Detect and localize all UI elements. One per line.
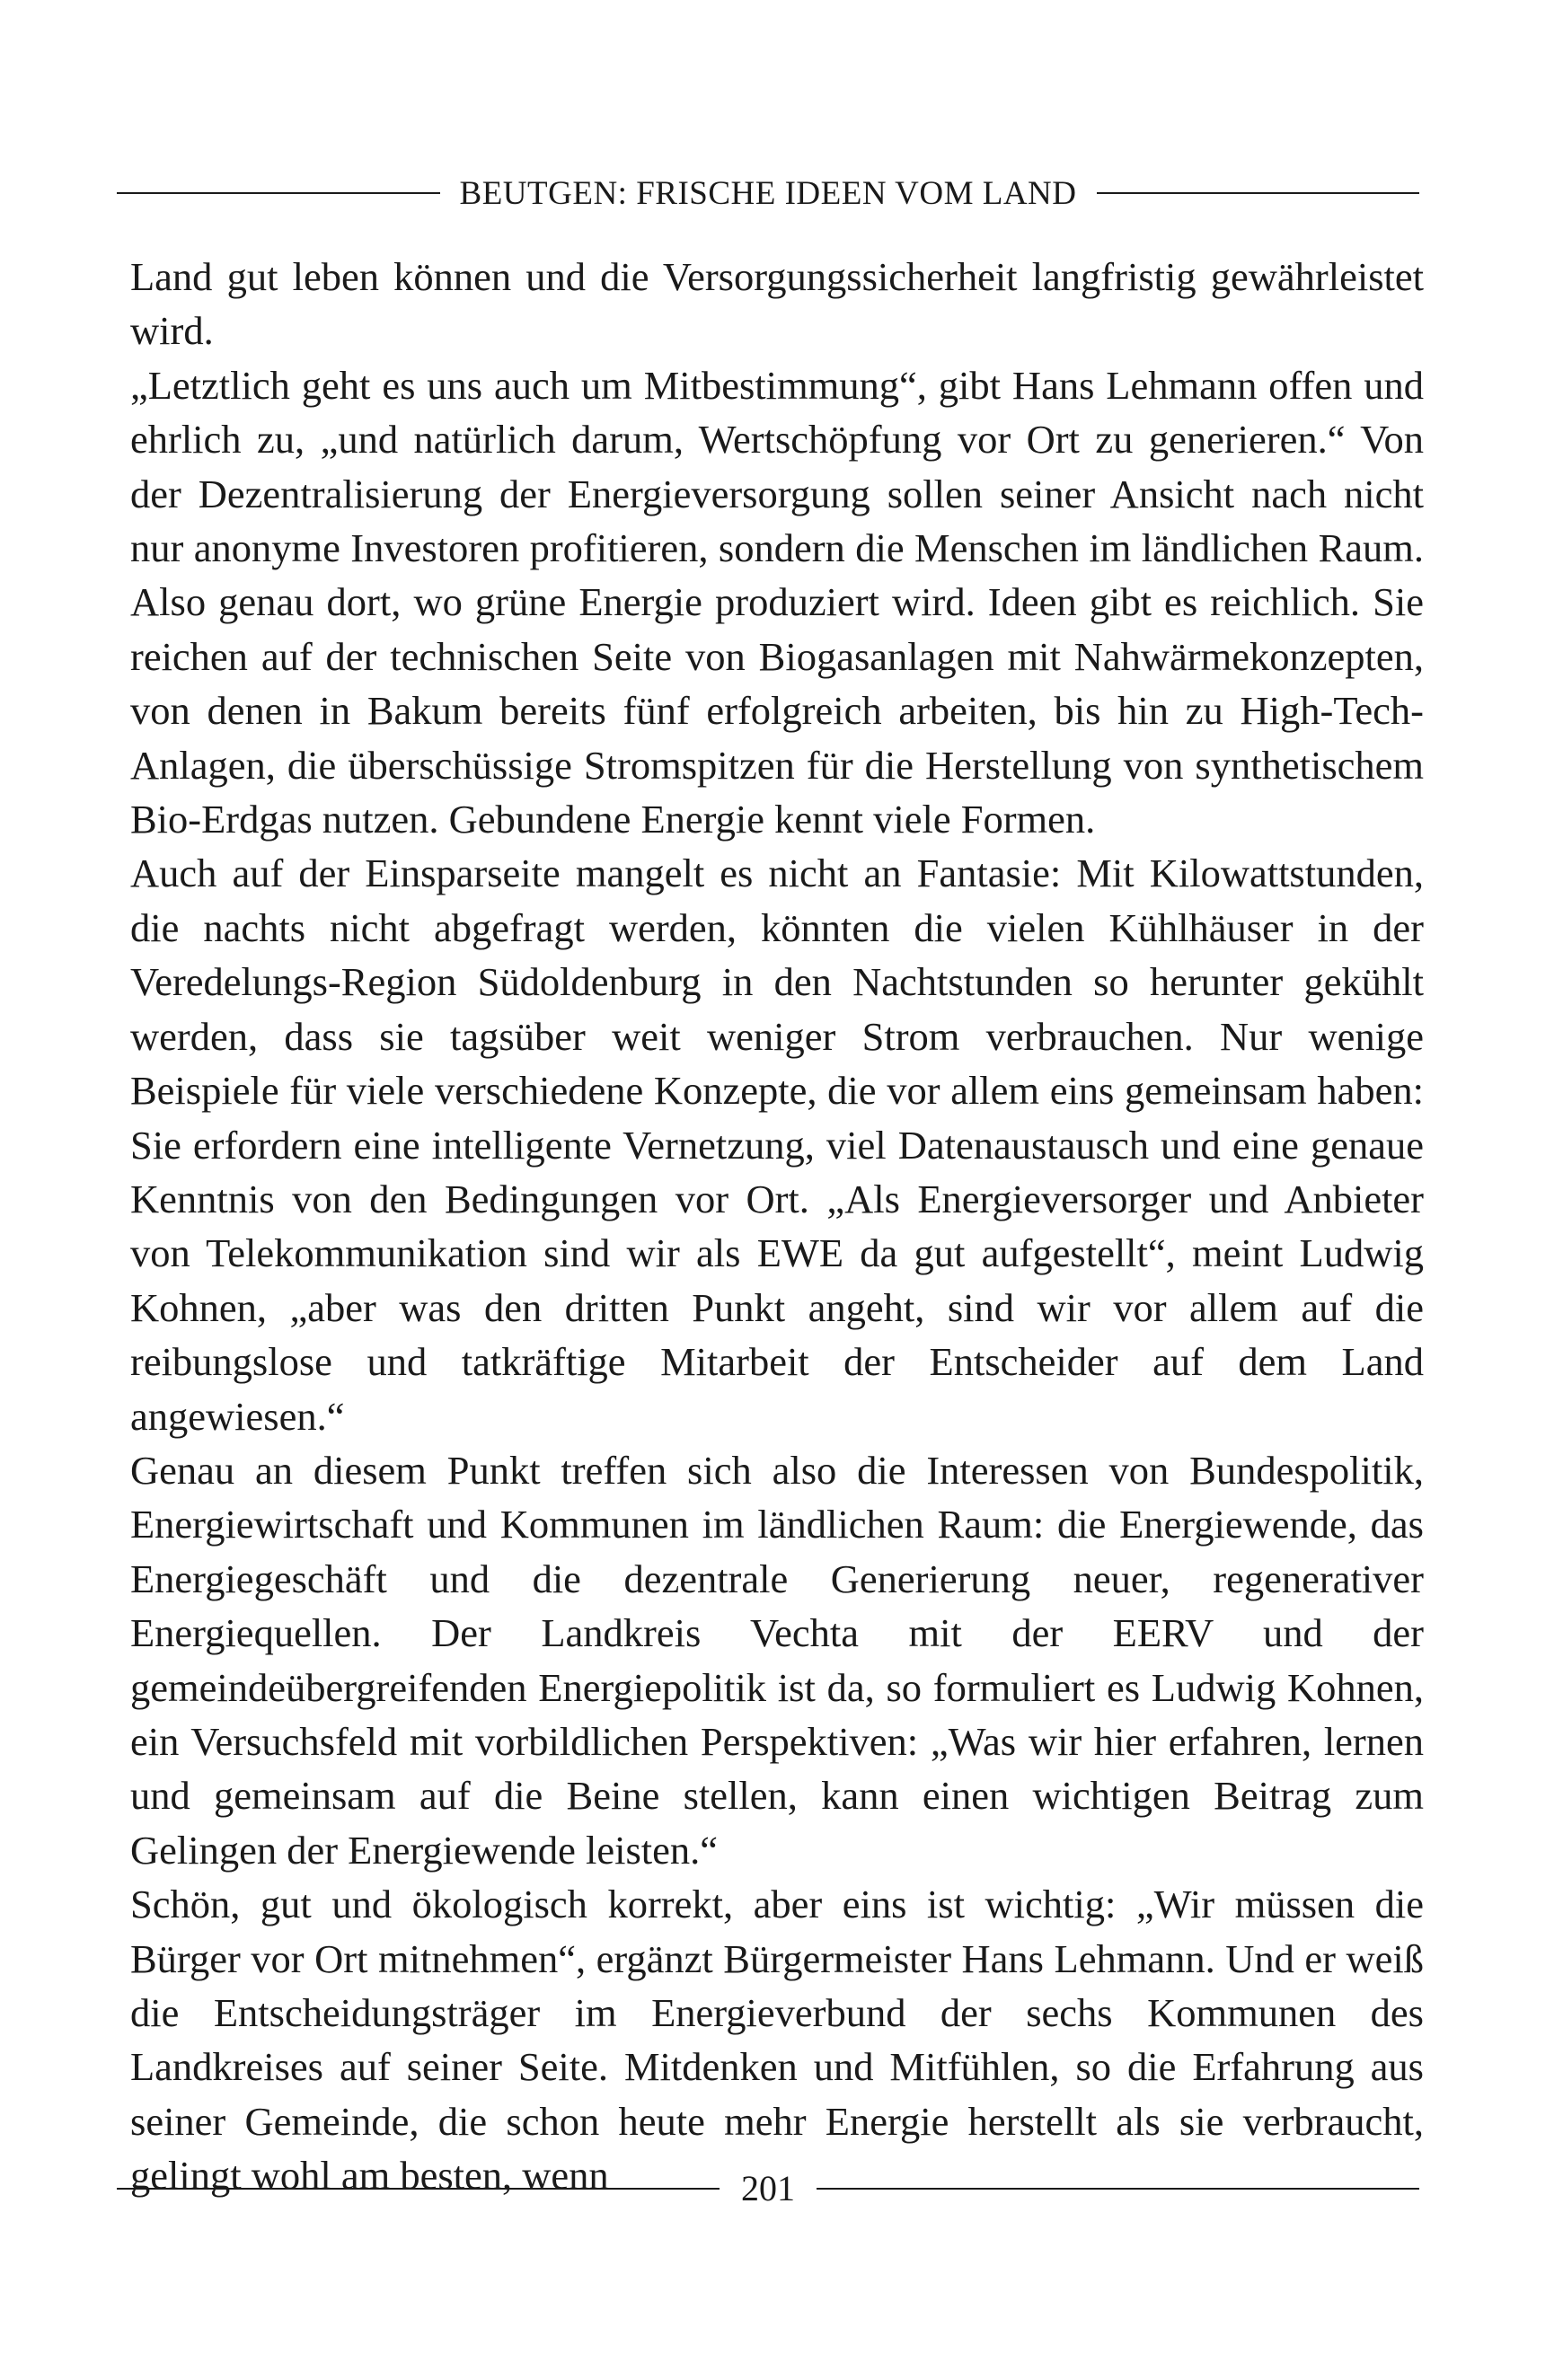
- paragraph: Land gut leben können und die Versorgungssicherheit langfristig gewährleistet wird.: [130, 254, 1424, 354]
- paragraph: „Letztlich geht es uns auch um Mitbestimmung“, gibt Hans Lehmann offen und ehrlich zu, „und natürlich darum, Wertschöpfung vor Ort zu generieren.“ Von der Dezentralisierung der Energieversorgung sollen seiner Ansicht nach nicht nur anonyme Investoren profitieren, sondern die Menschen im ländlichen Raum. Also genau dort, wo grüne Energie produziert wird. Ideen gibt es reichlich. Sie reichen auf der technischen Seite von Biogasanlagen mit Nahwärmekonzepten, von denen in Bakum bereits fünf erfolgreich arbeiten, bis hin zu High-Tech-Anlagen, die überschüssige Stromspitzen für die Herstellung von synthetischem Bio-Erdgas nutzen. Gebundene Energie kennt viele Formen.: [130, 362, 1424, 842]
- header-rule-left: [117, 192, 440, 194]
- body-text: [130, 250, 1424, 2203]
- running-title: BEUTGEN: FRISCHE IDEEN VOM LAND: [459, 174, 1077, 212]
- page-footer: [117, 2166, 1419, 2211]
- paragraph: Schön, gut und ökologisch korrekt, aber eins ist wichtig: „Wir müssen die Bürger vor Ort mitnehmen“, ergänzt Bürgermeister Hans Lehmann. Und er weiß die Entscheidungsträger im Energieverbund der sechs Kommunen des Landkreises auf seiner Seite. Mitdenken und Mitfühlen, so die Erfahrung aus seiner Gemeinde, die schon heute mehr Energie herstellt als sie verbraucht, gelingt wohl am besten, wenn: [130, 1882, 1424, 2199]
- page-number: 201: [741, 2168, 795, 2208]
- footer-rule-right: [817, 2188, 1419, 2190]
- running-header: [117, 171, 1419, 216]
- footer-rule-left: [117, 2188, 720, 2190]
- paragraph: Auch auf der Einsparseite mangelt es nicht an Fantasie: Mit Kilowattstunden, die nachts nicht abgefragt werden, könnten die vielen Kühlhäuser in der Veredelungs-Region Südoldenburg in den Nachtstunden so herunter gekühlt werden, dass sie tagsüber weit weniger Strom verbrauchen. Nur wenige Beispiele für viele verschiedene Konzepte, die vor allem eins gemeinsam haben: Sie erfordern eine intelligente Vernetzung, viel Datenaustausch und eine genaue Kenntnis von den Bedingungen vor Ort. „Als Energieversorger und Anbieter von Telekommunikation sind wir als EWE da gut aufgestellt“, meint Ludwig Kohnen, „aber was den dritten Punkt angeht, sind wir vor allem auf die reibungslose und tatkräftige Mitarbeit der Entscheider auf dem Land angewiesen.“: [130, 851, 1424, 1439]
- paragraph: Genau an diesem Punkt treffen sich also die Interessen von Bundespolitik, Energiewirtschaft und Kommunen im ländlichen Raum: die Energiewende, das Energiegeschäft und die dezentrale Generierung neuer, regenerativer Energiequellen. Der Landkreis Vechta mit der EERV und der gemeindeübergreifenden Energiepolitik ist da, so formuliert es Ludwig Kohnen, ein Versuchsfeld mit vorbildlichen Perspektiven: „Was wir hier erfahren, lernen und gemeinsam auf die Beine stellen, kann einen wichtigen Beitrag zum Gelingen der Energiewende leisten.“: [130, 1447, 1424, 1873]
- header-rule-right: [1097, 192, 1420, 194]
